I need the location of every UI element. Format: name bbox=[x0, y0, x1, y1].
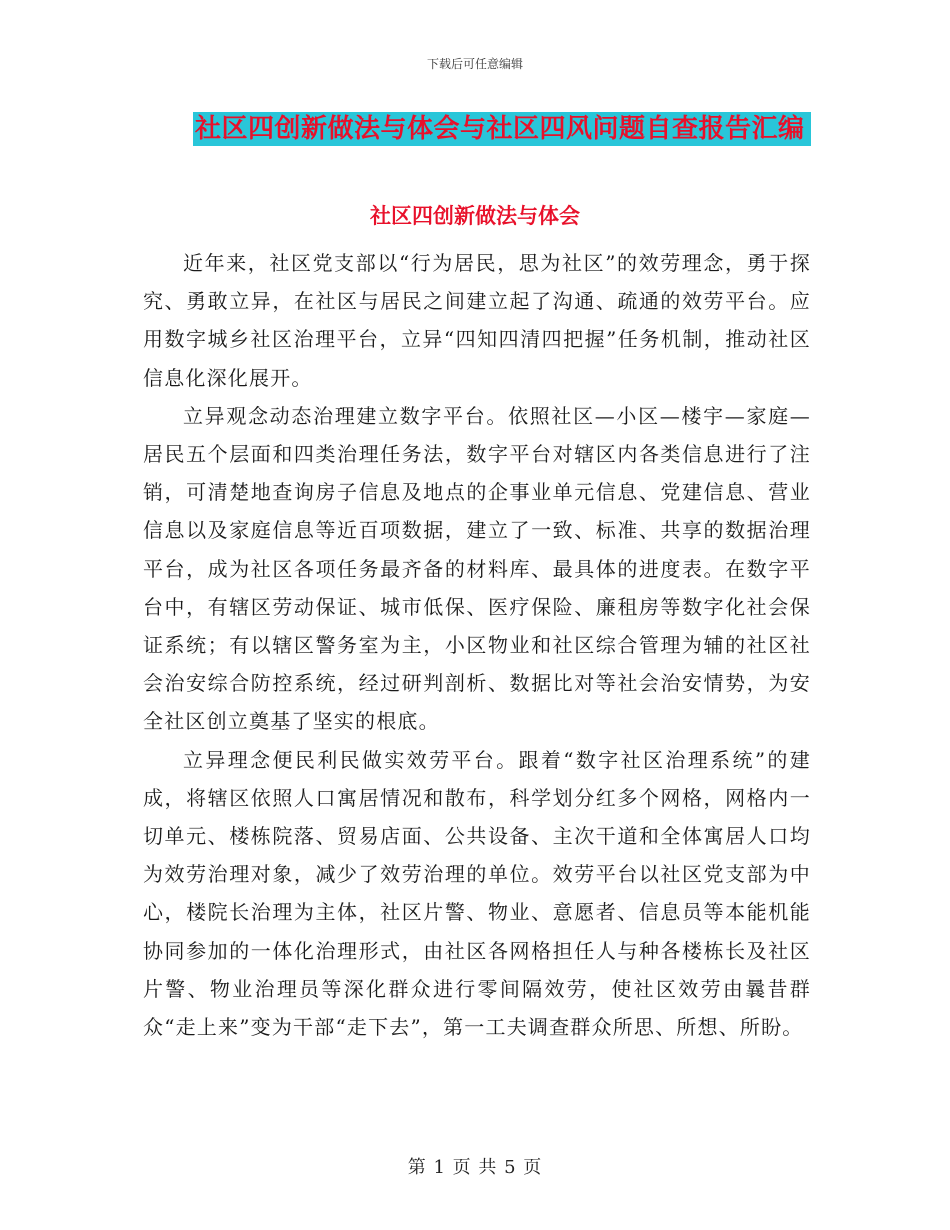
document-body bbox=[143, 244, 811, 1046]
page-header-note: 下载后可任意编辑 bbox=[426, 57, 523, 71]
page-number-footer: 第 1 页 共 5 页 bbox=[407, 1157, 543, 1178]
paragraph: 立异理念便民利民做实效劳平台。跟着“数字社区治理系统”的建成，将辖区依照人口寓居情况和散布，科学划分红多个网格，网格内一切单元、楼栋院落、贸易店面、公共设备、主次干道和全体寓居人口均为效劳治理对象，减少了效劳治理的单位。效劳平台以社区党支部为中心，楼院长治理为主体，社区片警、物业、意愿者、信息员等本能机能协同参加的一体化治理形式，由社区各网格担任人与种各楼栋长及社区片警、物业治理员等深化群众进行零间隔效劳，使社区效劳由曩昔群众“走上来”变为干部“走下去”，第一工夫调查群众所思、所想、所盼。 bbox=[143, 747, 811, 1040]
document-title-container bbox=[193, 112, 811, 146]
section-title: 社区四创新做法与体会 bbox=[370, 203, 580, 228]
paragraph: 近年来，社区党支部以“行为居民，思为社区”的效劳理念，勇于探究、勇敢立异，在社区与居民之间建立起了沟通、疏通的效劳平台。应用数字城乡社区治理平台，立异“四知四清四把握”任务机制，推动社区信息化深化展开。 bbox=[143, 251, 811, 390]
paragraph: 立异观念动态治理建立数字平台。依照社区—小区—楼宇—家庭—居民五个层面和四类治理任务法，数字平台对辖区内各类信息进行了注销，可清楚地查询房子信息及地点的企事业单元信息、党建信息、营业信息以及家庭信息等近百项数据，建立了一致、标准、共享的数据治理平台，成为社区各项任务最齐备的材料库、最具体的进度表。在数字平台中，有辖区劳动保证、城市低保、医疗保险、廉租房等数字化社会保证系统；有以辖区警务室为主，小区物业和社区综合管理为辅的社区社会治安综合防控系统，经过研判剖析、数据比对等社会治安情势，为安全社区创立奠基了坚实的根底。 bbox=[143, 403, 811, 734]
document-title: 社区四创新做法与体会与社区四风问题自查报告汇编 bbox=[193, 112, 811, 146]
